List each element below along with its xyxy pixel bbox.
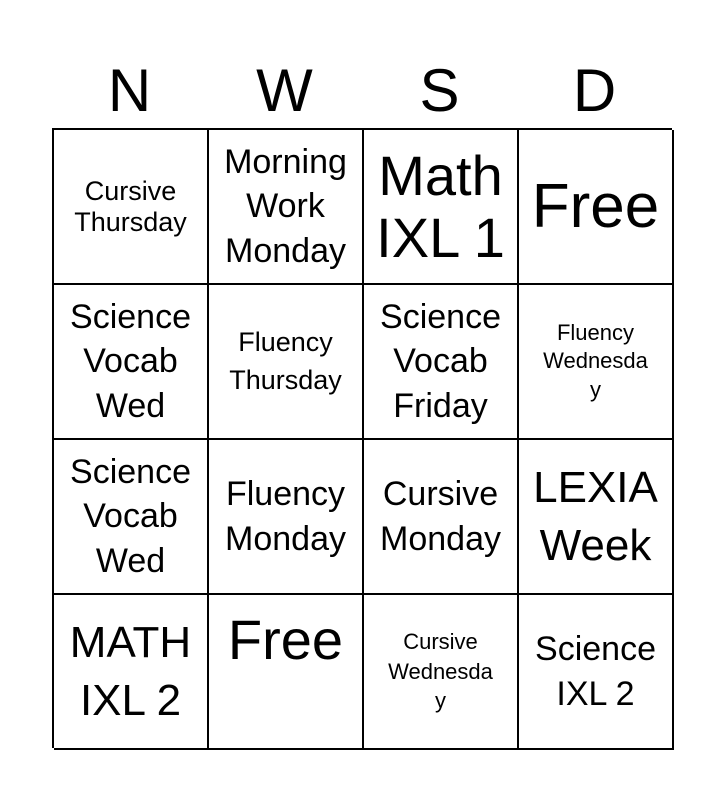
cell-label: Free — [531, 171, 660, 241]
bingo-cell[interactable] — [519, 285, 674, 440]
bingo-cell[interactable] — [364, 130, 519, 285]
bingo-cell[interactable] — [54, 130, 209, 285]
cell-label: Science Vocab Wed — [70, 298, 191, 425]
cell-label: Fluency Monday — [225, 475, 346, 558]
bingo-cell[interactable] — [364, 595, 519, 750]
bingo-cell[interactable] — [209, 440, 364, 595]
cell-label: Cursive Monday — [380, 475, 501, 558]
bingo-cell[interactable] — [519, 440, 674, 595]
header-letter-s: S — [419, 57, 460, 124]
cell-label: Science Vocab Wed — [70, 453, 191, 580]
bingo-header — [52, 58, 672, 124]
bingo-cell[interactable] — [209, 130, 364, 285]
cell-label: Fluency Thursday — [229, 326, 342, 395]
cell-label: LEXIA Week — [533, 463, 658, 570]
bingo-cell[interactable] — [54, 595, 209, 750]
bingo-cell[interactable] — [364, 285, 519, 440]
bingo-cell[interactable] — [519, 595, 674, 750]
cell-label: Science Vocab Friday — [380, 298, 501, 425]
header-letter-w: W — [256, 57, 313, 124]
cell-label: Cursive Thursday — [74, 176, 187, 237]
bingo-cell[interactable] — [519, 130, 674, 285]
cell-label: Morning Work Monday — [224, 143, 347, 270]
cell-label: Science IXL 2 — [535, 630, 656, 713]
bingo-cell[interactable] — [209, 285, 364, 440]
cell-label: MATH IXL 2 — [69, 618, 192, 725]
header-letter-n: N — [107, 57, 152, 124]
bingo-cell[interactable] — [364, 440, 519, 595]
cell-label: Free — [227, 608, 344, 671]
cell-label: Cursive Wednesday — [388, 628, 493, 714]
cell-label: Math IXL 1 — [376, 143, 505, 269]
bingo-cell[interactable] — [209, 595, 364, 750]
bingo-board — [52, 128, 672, 748]
cell-label: Fluency Wednesday — [543, 319, 648, 402]
header-letter-d: D — [572, 57, 617, 124]
bingo-cell[interactable] — [54, 440, 209, 595]
bingo-cell[interactable] — [54, 285, 209, 440]
